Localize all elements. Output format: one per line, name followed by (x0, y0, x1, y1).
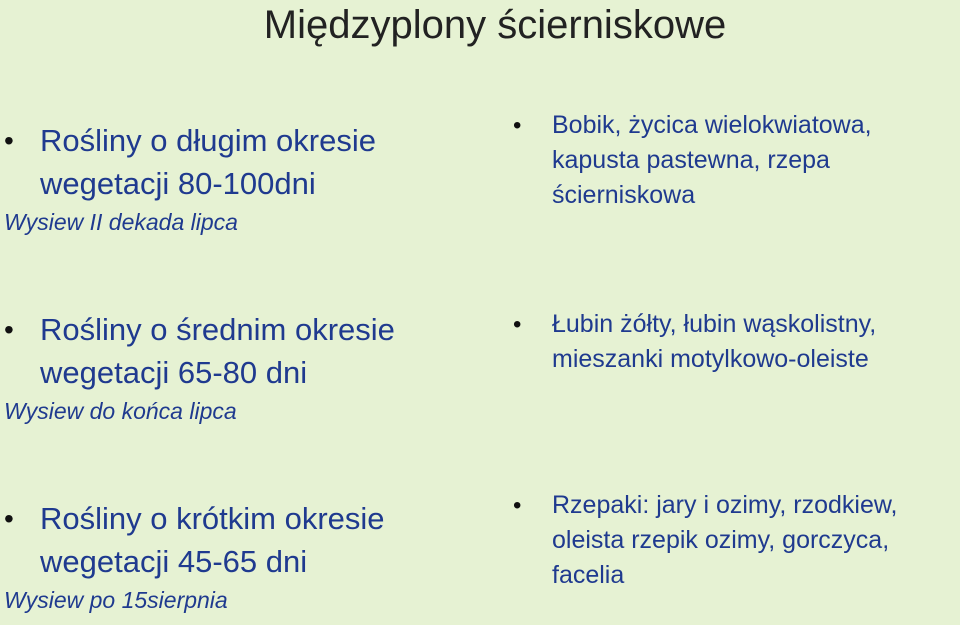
crop-list: Łubin żółty, łubin wąskolistny, mieszanki motylkowo-oleiste (552, 310, 877, 373)
bullet-icon: • (513, 492, 522, 519)
sowing-date: Wysiew II dekada lipca (4, 209, 238, 235)
bullet-icon: • (4, 125, 14, 156)
group-heading (0, 308, 505, 394)
sowing-date: Wysiew po 15sierpnia (4, 587, 228, 613)
group-long-season (0, 119, 505, 237)
group-heading-text: Rośliny o krótkim okresie wegetacji 45-65 dni (40, 501, 385, 579)
group-medium-season (0, 308, 505, 426)
crops-long-season (513, 108, 960, 213)
group-heading-text: Rośliny o średnim okresie wegetacji 65-80 dni (40, 312, 395, 390)
group-short-season (0, 497, 505, 615)
bullet-icon: • (513, 112, 522, 139)
crops-medium-season (513, 307, 960, 377)
bullet-icon: • (4, 503, 14, 534)
group-heading (0, 497, 505, 583)
group-heading (0, 119, 505, 205)
crops-short-season (513, 488, 960, 593)
bullet-icon: • (513, 311, 522, 338)
crop-list: Bobik, życica wielokwiatowa, kapusta pastewna, rzepa ścierniskowa (552, 111, 872, 209)
slide-title: Międzyplony ścierniskowe (263, 3, 727, 47)
sowing-date: Wysiew do końca lipca (4, 398, 237, 424)
bullet-icon: • (4, 314, 14, 345)
group-heading-text: Rośliny o długim okresie wegetacji 80-100dni (40, 123, 376, 201)
crop-list: Rzepaki: jary i ozimy, rzodkiew, oleista rzepik ozimy, gorczyca, facelia (552, 491, 898, 589)
